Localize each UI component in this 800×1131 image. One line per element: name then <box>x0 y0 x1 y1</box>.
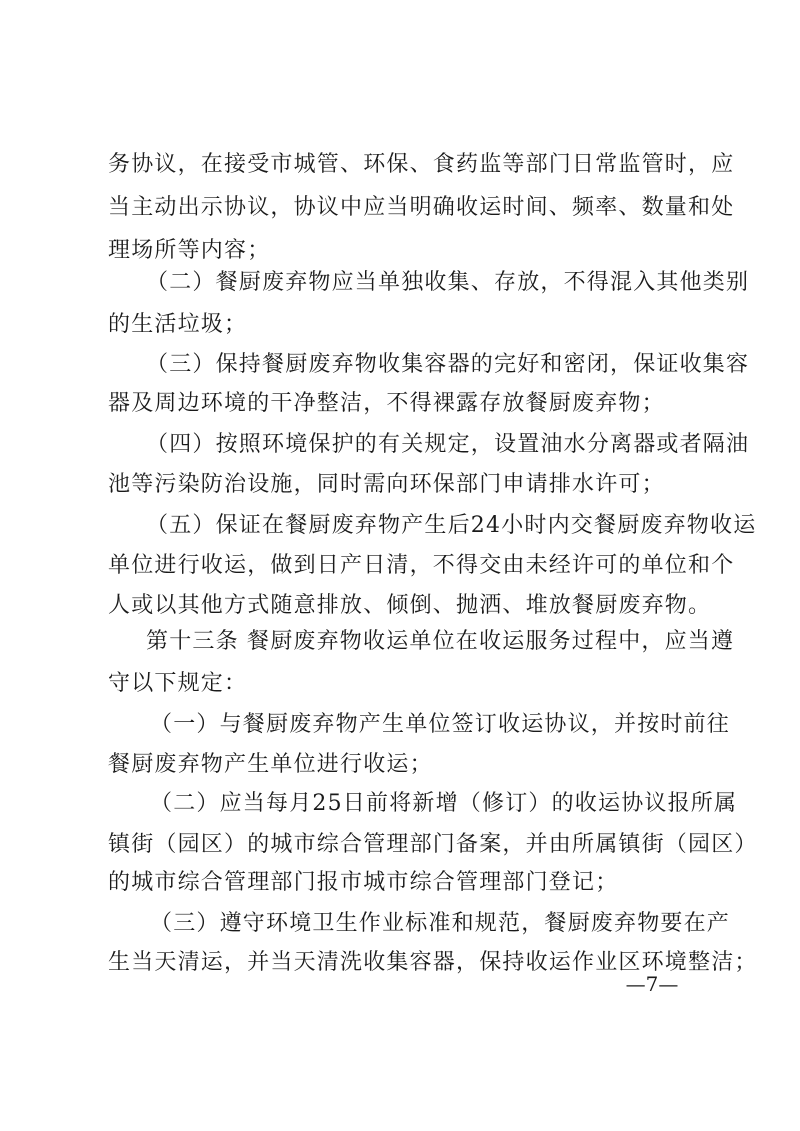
text-line: 务协议，在接受市城管、环保、食药监等部门日常监管时，应 <box>108 152 735 177</box>
text-line: （二）餐厨废弃物应当单独收集、存放，不得混入其他类别 <box>146 270 750 295</box>
text-line: 的城市综合管理部门报市城市综合管理部门登记； <box>108 870 619 895</box>
text-line: （一）与餐厨废弃物产生单位签订收运协议，并按时前往 <box>150 712 731 737</box>
text-line: 理场所等内容； <box>108 238 271 263</box>
text-line: 镇街（园区）的城市综合管理部门备案，并由所属镇街（园区） <box>108 832 758 857</box>
text-line: （三）保持餐厨废弃物收集容器的完好和密闭，保证收集容 <box>146 352 750 377</box>
text-line: （三）遵守环境卫生作业标准和规范，餐厨废弃物要在产 <box>150 911 731 936</box>
text-line: （二）应当每月25日前将新增（修订）的收运协议报所属 <box>150 791 738 816</box>
text-line: 生当天清运，并当天清洗收集容器，保持收运作业区环境整洁； <box>108 950 758 975</box>
text-line: 守以下规定： <box>108 671 248 696</box>
article-heading-line: 第十三条 餐厨废弃物收运单位在收运服务过程中，应当遵 <box>146 629 735 654</box>
text-line: 池等污染防治设施，同时需向环保部门申请排水许可； <box>108 472 665 497</box>
page-number: —7— <box>625 972 679 996</box>
text-line: 餐厨废弃物产生单位进行收运； <box>108 752 433 777</box>
text-line: 器及周边环境的干净整洁，不得裸露存放餐厨废弃物； <box>108 391 665 416</box>
text-line: 人或以其他方式随意排放、倾倒、抛洒、堆放餐厨废弃物。 <box>108 593 712 618</box>
text-line: 当主动出示协议，协议中应当明确收运时间、频率、数量和处 <box>108 195 735 220</box>
text-line: （四）按照环境保护的有关规定，设置油水分离器或者隔油 <box>146 432 750 457</box>
text-line: （五）保证在餐厨废弃物产生后24小时内交餐厨废弃物收运 <box>146 513 757 538</box>
text-line: 单位进行收运，做到日产日清，不得交由未经许可的单位和个 <box>108 553 735 578</box>
text-line: 的生活垃圾； <box>108 312 248 337</box>
